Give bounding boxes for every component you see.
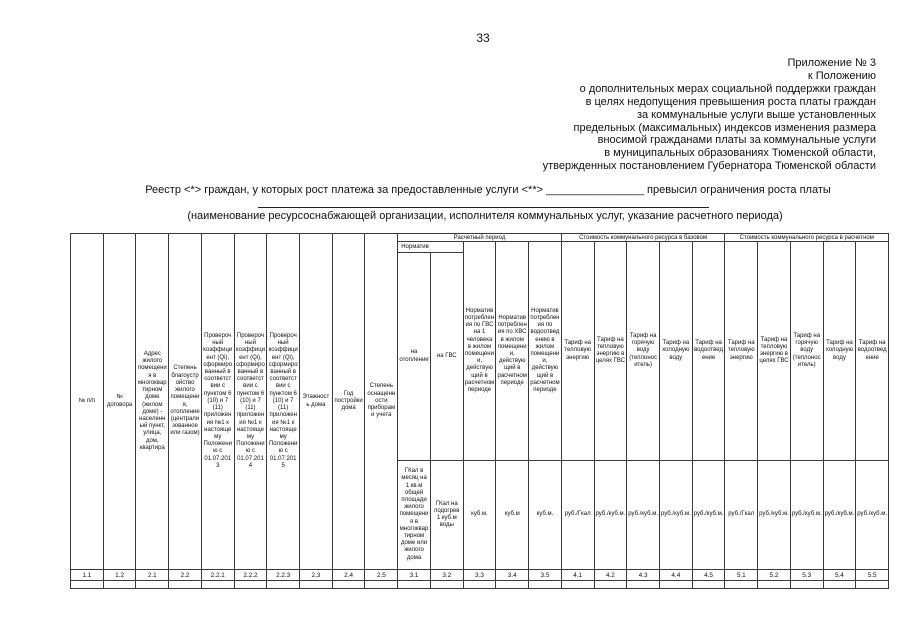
data-cell (103, 581, 136, 589)
appendix-line: в муниципальных образованиях Тюменской области, (604, 147, 876, 160)
data-cell (496, 581, 529, 589)
appendix-line: утвержденных постановлением Губернатора Тюменской области (542, 160, 876, 173)
col-header-base-drainage-tariff: Тариф на водоотведение (692, 242, 725, 461)
col-header-norm-cold-water: Норматив потребления по ХВС в жилом помещении, действующий в расчетном периоде (496, 242, 529, 461)
page-number: 33 (476, 31, 490, 45)
column-number-cell: 3.4 (496, 570, 529, 581)
col-header-floors: Этажность дома (300, 234, 333, 570)
column-number-cell: 3.3 (463, 570, 496, 581)
col-header-base-heat-tariff: Тариф на тепловую энергию (561, 242, 594, 461)
unit-cell: руб./куб.м. (790, 461, 823, 570)
unit-cell: руб./Гкал (725, 461, 758, 570)
registry-title: Реестр <*> граждан, у которых рост платежа за предоставленные услуги <**> ________________ превысил ограничения роста платы (145, 184, 831, 196)
col-header-address: Адрес жилого помещения в многоквартирном доме (жилом доме) - населенный пункт, улица, дом, квартира (136, 234, 169, 570)
unit-cell: куб.м (496, 461, 529, 570)
organization-caption: (наименование ресурсоснабжающей организации, исполнителя коммунальных услуг, указание расчетного периода) (187, 210, 783, 222)
data-cell (169, 581, 202, 589)
unit-cell: руб./куб.м. (627, 461, 660, 570)
data-cell (300, 581, 333, 589)
column-number-cell: 2.1 (136, 570, 169, 581)
col-header-calc-heat-tariff: Тариф на тепловую энергию (725, 242, 758, 461)
col-header-norm-heating: на отопление (398, 253, 431, 461)
column-number-cell: 5.3 (790, 570, 823, 581)
appendix-line: Приложение № 3 (787, 57, 876, 69)
unit-cell: руб./куб.м. (758, 461, 791, 570)
col-header-calc-drainage-tariff: Тариф на водоотведение (856, 242, 889, 461)
data-cell (136, 581, 169, 589)
data-cell (332, 581, 365, 589)
col-header-base-hot-water-tariff: Тариф на горячую воду (теплоноситель) (627, 242, 660, 461)
table-header-row (71, 234, 889, 242)
col-header-calc-hot-water-tariff: Тариф на горячую воду (теплоноситель) (790, 242, 823, 461)
col-header-check-coef-2014: Проверочный коэффициент (Qi), сформированный в соответствии с пунктом 6 (10) и 7 (11) приложения №1 к настоящему Положению с 01.07.2014 (234, 234, 267, 570)
column-number-cell: 3.5 (529, 570, 562, 581)
unit-cell: ГКал в месяц на 1 кв.м общей площади жилого помещения в многоквартирном доме или жилого дома (398, 461, 431, 570)
unit-cell: руб./куб.м. (659, 461, 692, 570)
col-header-norm-hot-water: на ГВС (430, 253, 463, 461)
column-number-cell: 4.1 (561, 570, 594, 581)
col-header-build-year: Год постройки дома (332, 234, 365, 570)
column-number-cell: 2.2.3 (267, 570, 300, 581)
column-number-cell: 5.2 (758, 570, 791, 581)
data-cell (823, 581, 856, 589)
data-cell (430, 581, 463, 589)
column-number-cell: 1.2 (103, 570, 136, 581)
col-header-base-cold-water-tariff: Тариф на холодную воду (659, 242, 692, 461)
column-number-cell: 5.4 (823, 570, 856, 581)
group-header-settlement-period: Расчетный период (398, 234, 562, 242)
data-cell (856, 581, 889, 589)
organization-fill-line (258, 207, 709, 208)
column-number-cell: 4.2 (594, 570, 627, 581)
col-header-norm-hot-water-per-person: Норматив потребления по ГВС на 1 человека в жилом помещении, действующий в расчетном периоде (463, 242, 496, 461)
data-cell (529, 581, 562, 589)
data-cell (201, 581, 234, 589)
appendix-line: предельных (максимальных) индексов изменения размера (573, 121, 876, 134)
unit-cell: руб./куб.м. (594, 461, 627, 570)
col-header-row-number: № п/п (71, 234, 104, 570)
data-cell (234, 581, 267, 589)
column-number-cell: 3.2 (430, 570, 463, 581)
column-number-cell: 2.2.1 (201, 570, 234, 581)
col-header-check-coef-2013: Проверочный коэффициент (Qi), сформированный в соответствии с пунктом 6 (10) и 7 (11) приложения №1 к настоящему Положению с 01.07.2013 (201, 234, 234, 570)
group-header-norm: Норматив (398, 242, 463, 253)
data-cell (398, 581, 431, 589)
group-header-cost-base-period: Стоимость коммунального ресурса в базовом (561, 234, 725, 242)
unit-cell: куб.м. (529, 461, 562, 570)
column-number-cell: 2.2 (169, 570, 202, 581)
column-number-cell: 4.5 (692, 570, 725, 581)
data-cell (561, 581, 594, 589)
column-number-cell: 4.4 (659, 570, 692, 581)
col-header-norm-drainage: Норматив потребления по водоотведению в жилом помещении, действующий в расчетном периоде (529, 242, 562, 461)
unit-cell: руб./куб.м. (856, 461, 889, 570)
data-cell (594, 581, 627, 589)
data-cell (267, 581, 300, 589)
unit-cell: ГКал на подогрев 1 куб.м воды (430, 461, 463, 570)
appendix-line: вносимой гражданами платы за коммунальные услуги (597, 134, 876, 147)
col-header-calc-heat-hot-water-tariff: Тариф на тепловую энергию в целях ГВС (758, 242, 791, 461)
data-cell (725, 581, 758, 589)
appendix-header (543, 57, 876, 173)
table-row (71, 581, 889, 589)
appendix-line: в целях недопущения превышения роста платы граждан (585, 95, 876, 108)
col-header-contract-number: № договора (103, 234, 136, 570)
col-header-metering: Степень оснащенности приборами учета (365, 234, 398, 570)
column-number-cell: 2.4 (332, 570, 365, 581)
group-header-cost-settlement-period: Стоимость коммунального ресурса в расчетном (725, 234, 889, 242)
appendix-line: за коммунальные услуги выше установленных (636, 108, 876, 121)
registry-table (70, 233, 889, 589)
col-header-amenities: Степень благоустройство жилого помещения, отопление (централизованное или газом) (169, 234, 202, 570)
col-header-check-coef-2015: Проверочный коэффициент (Qi), сформированный в соответствии с пунктом 6 (10) и 7 (11) приложения №1 к настоящему Положению с 01.07.2015 (267, 234, 300, 570)
column-number-cell: 5.5 (856, 570, 889, 581)
data-cell (659, 581, 692, 589)
appendix-line: к Положению (807, 69, 876, 82)
data-cell (790, 581, 823, 589)
data-cell (627, 581, 660, 589)
column-number-cell: 2.2.2 (234, 570, 267, 581)
unit-cell: куб.м. (463, 461, 496, 570)
data-cell (365, 581, 398, 589)
data-cell (463, 581, 496, 589)
column-number-cell: 5.1 (725, 570, 758, 581)
unit-cell: руб./куб.м. (823, 461, 856, 570)
column-number-row (71, 570, 889, 581)
appendix-line: о дополнительных мерах социальной поддержки граждан (579, 82, 876, 95)
column-number-cell: 2.5 (365, 570, 398, 581)
data-cell (692, 581, 725, 589)
column-number-cell: 4.3 (627, 570, 660, 581)
column-number-cell: 3.1 (398, 570, 431, 581)
unit-cell: руб./куб.м. (692, 461, 725, 570)
col-header-calc-cold-water-tariff: Тариф на холодную воду (823, 242, 856, 461)
data-cell (758, 581, 791, 589)
column-number-cell: 1.1 (71, 570, 104, 581)
col-header-base-heat-hot-water-tariff: Тариф на тепловую энергию в целях ГВС (594, 242, 627, 461)
unit-cell: руб./Гкал (561, 461, 594, 570)
data-cell (71, 581, 104, 589)
column-number-cell: 2.3 (300, 570, 333, 581)
